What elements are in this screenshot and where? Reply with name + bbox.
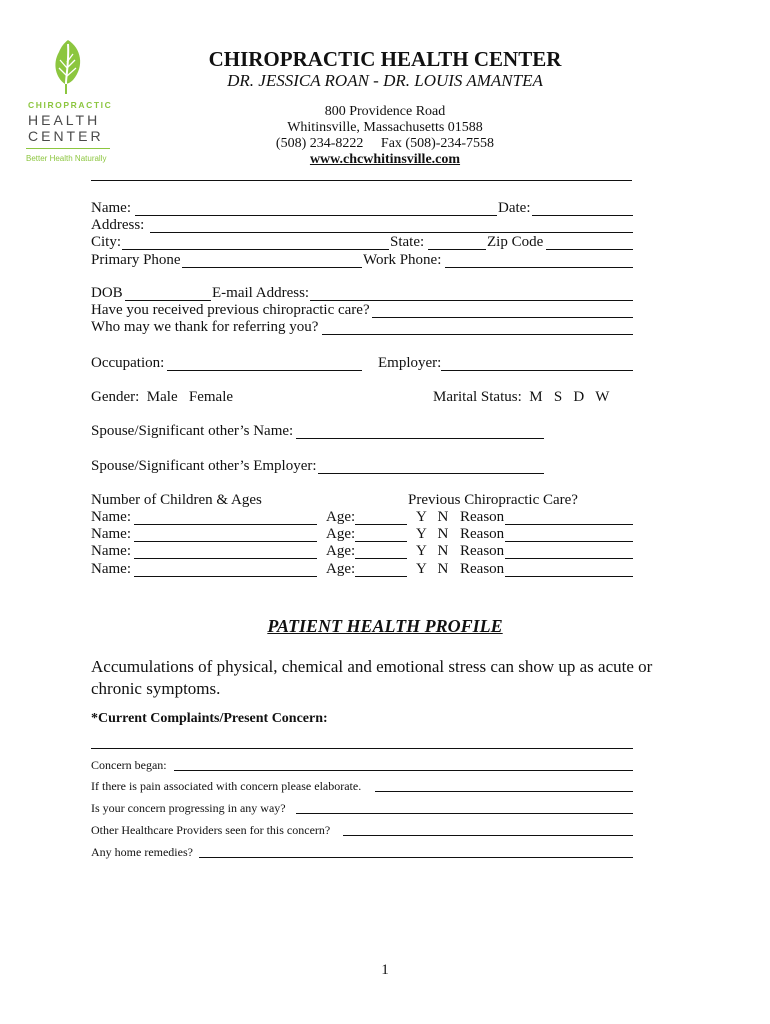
complaints-label: *Current Complaints/Present Concern:: [91, 711, 328, 726]
primary-phone-label: Primary Phone: [91, 252, 181, 268]
header-rule: [91, 180, 632, 181]
phones: (508) 234-8222 Fax (508)-234-7558: [275, 136, 495, 151]
profile-intro: Accumulations of physical, chemical and emotional stress can show up as acute or chronic symptoms.: [91, 657, 653, 698]
address-label: Address:: [91, 217, 145, 233]
date-label: Date:: [498, 200, 531, 216]
child-age-label: Age:: [326, 543, 356, 559]
child-name-label: Name:: [91, 526, 131, 542]
address-field[interactable]: [150, 232, 633, 233]
child-age-label: Age:: [326, 526, 356, 542]
state-label: State:: [390, 234, 425, 250]
child-reason-field[interactable]: [505, 524, 633, 525]
prev-chiro-label: Have you received previous chiropractic care?: [91, 302, 370, 318]
name-label: Name:: [91, 200, 131, 216]
doctors: DR. JESSICA ROAN - DR. LOUIS AMANTEA: [227, 71, 543, 90]
name-field[interactable]: [135, 215, 497, 216]
prev-care-label: Previous Chiropractic Care?: [408, 492, 578, 508]
concern-began-field[interactable]: [174, 770, 633, 771]
child-reason-label: Reason: [460, 526, 505, 542]
profile-title: PATIENT HEALTH PROFILE: [267, 616, 503, 636]
child-reason-label: Reason: [460, 543, 505, 559]
spouse-name-label: Spouse/Significant other’s Name:: [91, 423, 294, 439]
child-name-field[interactable]: [134, 524, 317, 525]
progressing-field[interactable]: [296, 813, 633, 814]
employer-field[interactable]: [441, 370, 633, 371]
child-name-field[interactable]: [134, 576, 317, 577]
page-title: CHIROPRACTIC HEALTH CENTER: [208, 47, 562, 71]
spouse-employer-field[interactable]: [318, 473, 544, 474]
child-row: [0, 509, 770, 526]
date-field[interactable]: [532, 215, 633, 216]
q-concern-began: Concern began:: [91, 758, 167, 772]
child-age-label: Age:: [326, 561, 356, 577]
child-name-field[interactable]: [134, 541, 317, 542]
child-reason-field[interactable]: [505, 558, 633, 559]
spouse-employer-label: Spouse/Significant other’s Employer:: [91, 458, 317, 474]
occupation-field[interactable]: [167, 370, 362, 371]
child-reason-field[interactable]: [505, 541, 633, 542]
child-reason-label: Reason: [460, 561, 505, 577]
child-name-label: Name:: [91, 561, 131, 577]
primary-phone-field[interactable]: [182, 267, 362, 268]
q-home-remedies: Any home remedies?: [91, 845, 193, 859]
gender-options[interactable]: Gender: Male Female: [91, 389, 234, 405]
home-remedies-field[interactable]: [199, 857, 633, 858]
q-pain: If there is pain associated with concern please elaborate.: [91, 779, 362, 793]
child-row: [0, 526, 770, 543]
child-row: [0, 561, 770, 578]
q-progressing: Is your concern progressing in any way?: [91, 801, 286, 815]
email-field[interactable]: [310, 300, 633, 301]
child-yn[interactable]: Y N: [416, 526, 449, 542]
dob-label: DOB: [91, 285, 123, 301]
pain-field[interactable]: [375, 791, 633, 792]
website-link[interactable]: www.chcwhitinsville.com: [309, 152, 461, 167]
child-age-field[interactable]: [355, 541, 407, 542]
logo-tagline: Better Health Naturally: [26, 154, 107, 163]
zip-field[interactable]: [546, 249, 633, 250]
other-providers-field[interactable]: [343, 835, 633, 836]
employer-label: Employer:: [378, 355, 442, 371]
child-reason-field[interactable]: [505, 576, 633, 577]
work-phone-label: Work Phone:: [363, 252, 442, 268]
prev-chiro-field[interactable]: [372, 317, 633, 318]
child-age-label: Age:: [326, 509, 356, 525]
marital-options[interactable]: Marital Status: M S D W: [433, 389, 610, 405]
state-field[interactable]: [428, 249, 486, 250]
child-reason-label: Reason: [460, 509, 505, 525]
child-name-label: Name:: [91, 543, 131, 559]
work-phone-field[interactable]: [445, 267, 633, 268]
children-label: Number of Children & Ages: [91, 492, 262, 508]
zip-label: Zip Code: [487, 234, 544, 250]
address-line-2: Whitinsville, Massachusetts 01588: [287, 120, 483, 135]
q-other-providers: Other Healthcare Providers seen for this concern?: [91, 823, 331, 837]
child-age-field[interactable]: [355, 558, 407, 559]
referral-field[interactable]: [322, 334, 633, 335]
spouse-name-field[interactable]: [296, 438, 544, 439]
address-line-1: 800 Providence Road: [324, 104, 446, 119]
logo-mid: HEALTH: [28, 112, 101, 128]
page-number: 1: [381, 962, 389, 978]
child-row: [0, 543, 770, 560]
child-name-field[interactable]: [134, 558, 317, 559]
email-label: E-mail Address:: [212, 285, 310, 301]
child-age-field[interactable]: [355, 524, 407, 525]
referral-label: Who may we thank for referring you?: [91, 319, 319, 335]
occupation-label: Occupation:: [91, 355, 165, 371]
child-yn[interactable]: Y N: [416, 543, 449, 559]
logo-bot: CENTER: [28, 128, 104, 144]
city-field[interactable]: [122, 249, 389, 250]
child-name-label: Name:: [91, 509, 131, 525]
complaints-field[interactable]: [91, 748, 633, 749]
logo-top: CHIROPRACTIC: [28, 100, 113, 110]
child-yn[interactable]: Y N: [416, 561, 449, 577]
dob-field[interactable]: [125, 300, 211, 301]
child-age-field[interactable]: [355, 576, 407, 577]
child-yn[interactable]: Y N: [416, 509, 449, 525]
city-label: City:: [91, 234, 122, 250]
